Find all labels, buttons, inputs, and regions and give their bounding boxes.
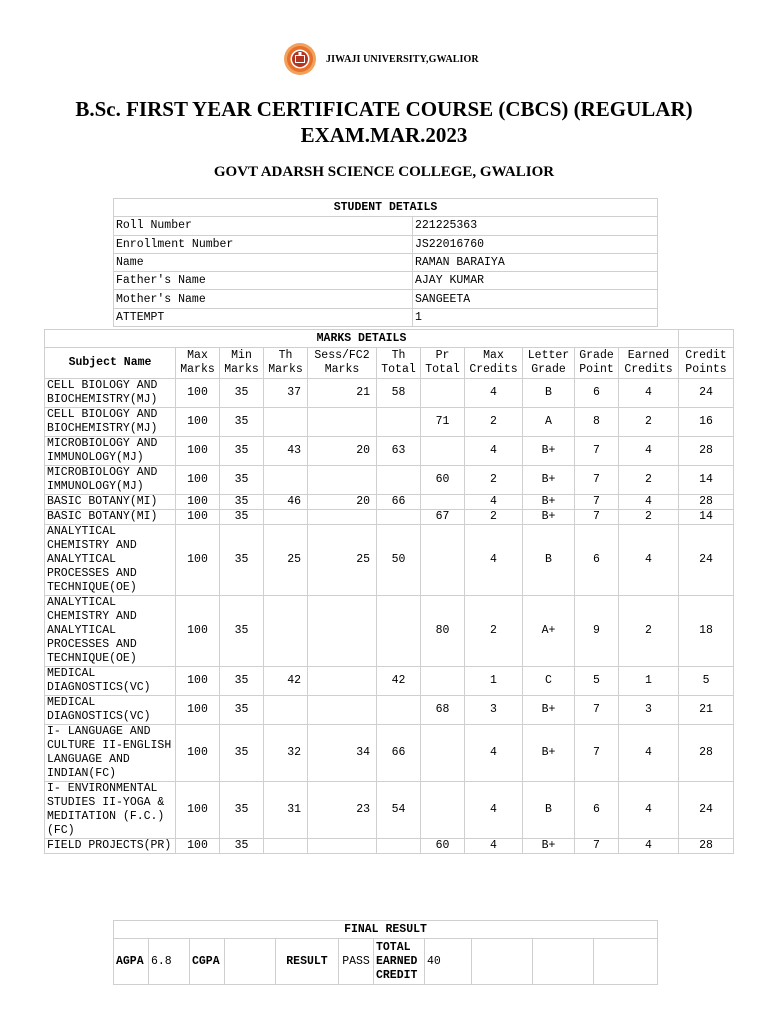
marks-cell: 2 xyxy=(619,596,679,667)
marks-details-body xyxy=(45,379,734,854)
marks-cell: 2 xyxy=(619,408,679,437)
marks-row xyxy=(45,510,734,525)
marks-row xyxy=(45,596,734,667)
marks-details-heading: MARKS DETAILS xyxy=(45,330,679,348)
marks-cell: C xyxy=(523,667,575,696)
marks-cell: 58 xyxy=(377,379,421,408)
marks-cell: 4 xyxy=(465,839,523,854)
marks-cell: 100 xyxy=(176,667,220,696)
marks-cell: A xyxy=(523,408,575,437)
marks-cell xyxy=(308,408,377,437)
subject-name: MEDICAL DIAGNOSTICS(VC) xyxy=(45,696,176,725)
marks-row xyxy=(45,525,734,596)
marks-cell: 7 xyxy=(575,696,619,725)
marks-cell xyxy=(377,510,421,525)
student-detail-row xyxy=(114,235,658,253)
marks-row xyxy=(45,379,734,408)
marks-cell xyxy=(421,725,465,782)
marks-cell: 66 xyxy=(377,725,421,782)
marks-cell: B+ xyxy=(523,495,575,510)
marks-cell: 35 xyxy=(220,379,264,408)
subject-name: ANALYTICAL CHEMISTRY AND ANALYTICAL PROCESSES AND TECHNIQUE(OE) xyxy=(45,525,176,596)
marks-cell: 34 xyxy=(308,725,377,782)
marks-cell: 6 xyxy=(575,782,619,839)
marks-cell: 63 xyxy=(377,437,421,466)
subject-name: MEDICAL DIAGNOSTICS(VC) xyxy=(45,667,176,696)
student-detail-value: RAMAN BARAIYA xyxy=(413,253,658,271)
subject-name: FIELD PROJECTS(PR) xyxy=(45,839,176,854)
marks-cell xyxy=(308,596,377,667)
marks-cell: 20 xyxy=(308,437,377,466)
subject-name: BASIC BOTANY(MI) xyxy=(45,495,176,510)
marks-cell: 23 xyxy=(308,782,377,839)
student-detail-label: Roll Number xyxy=(114,217,413,235)
marks-cell: 25 xyxy=(264,525,308,596)
marks-cell xyxy=(264,408,308,437)
marks-cell: 4 xyxy=(619,725,679,782)
marks-cell: 35 xyxy=(220,839,264,854)
marks-cell: B xyxy=(523,782,575,839)
marks-cell xyxy=(308,696,377,725)
marks-cell: 35 xyxy=(220,510,264,525)
marks-cell: 100 xyxy=(176,466,220,495)
subject-name: MICROBIOLOGY AND IMMUNOLOGY(MJ) xyxy=(45,466,176,495)
marks-cell: 100 xyxy=(176,782,220,839)
marks-cell xyxy=(264,466,308,495)
marks-details-table xyxy=(44,329,734,854)
marks-cell: 2 xyxy=(619,466,679,495)
marks-cell xyxy=(377,839,421,854)
marks-cell: 5 xyxy=(575,667,619,696)
result-label: RESULT xyxy=(276,939,339,985)
marks-column-header: Letter Grade xyxy=(523,348,575,379)
marks-cell: 4 xyxy=(465,495,523,510)
marks-cell: 80 xyxy=(421,596,465,667)
marks-column-header: Max Credits xyxy=(465,348,523,379)
marks-cell: 9 xyxy=(575,596,619,667)
marks-cell: 42 xyxy=(264,667,308,696)
marks-cell: 24 xyxy=(679,782,734,839)
marks-cell: B+ xyxy=(523,725,575,782)
marks-row xyxy=(45,495,734,510)
marks-cell: 100 xyxy=(176,408,220,437)
marks-cell: 68 xyxy=(421,696,465,725)
marks-cell: 54 xyxy=(377,782,421,839)
marks-cell: B+ xyxy=(523,466,575,495)
marks-cell xyxy=(421,437,465,466)
marks-row xyxy=(45,466,734,495)
marks-cell xyxy=(264,510,308,525)
marks-cell: 66 xyxy=(377,495,421,510)
marks-row xyxy=(45,408,734,437)
total-earned-credit-value: 40 xyxy=(425,939,472,985)
student-detail-value: 221225363 xyxy=(413,217,658,235)
marks-column-headers xyxy=(45,348,734,379)
marks-cell xyxy=(377,596,421,667)
marks-row xyxy=(45,696,734,725)
marks-cell xyxy=(377,696,421,725)
subject-name: MICROBIOLOGY AND IMMUNOLOGY(MJ) xyxy=(45,437,176,466)
marks-cell: 21 xyxy=(308,379,377,408)
marks-cell: 2 xyxy=(465,510,523,525)
marks-cell xyxy=(377,408,421,437)
marks-cell: 4 xyxy=(619,782,679,839)
result-value: PASS xyxy=(339,939,374,985)
title-line-1: B.Sc. FIRST YEAR CERTIFICATE COURSE (CBCS) (REGULAR) xyxy=(75,97,693,121)
marks-column-header: Subject Name xyxy=(45,348,176,379)
marks-cell: 28 xyxy=(679,437,734,466)
marks-cell: 4 xyxy=(465,437,523,466)
marks-cell: 16 xyxy=(679,408,734,437)
page-title xyxy=(0,96,768,148)
marks-row xyxy=(45,725,734,782)
marks-cell: 7 xyxy=(575,839,619,854)
marks-column-header: Earned Credits xyxy=(619,348,679,379)
student-details-table xyxy=(113,198,658,327)
marks-cell xyxy=(308,466,377,495)
marks-cell: 7 xyxy=(575,725,619,782)
marks-row xyxy=(45,782,734,839)
marks-cell xyxy=(421,667,465,696)
marks-row xyxy=(45,839,734,854)
marks-cell: 20 xyxy=(308,495,377,510)
marks-column-header: Pr Total xyxy=(421,348,465,379)
marks-cell: 35 xyxy=(220,495,264,510)
cgpa-label: CGPA xyxy=(190,939,225,985)
marks-cell: 2 xyxy=(619,510,679,525)
marks-cell: 4 xyxy=(465,379,523,408)
marks-cell xyxy=(421,495,465,510)
marks-cell: 100 xyxy=(176,839,220,854)
marks-cell xyxy=(308,510,377,525)
marks-cell: 32 xyxy=(264,725,308,782)
marks-cell: 60 xyxy=(421,839,465,854)
marks-column-header: Th Marks xyxy=(264,348,308,379)
marks-cell: B+ xyxy=(523,839,575,854)
marks-cell: 18 xyxy=(679,596,734,667)
marks-cell: 100 xyxy=(176,696,220,725)
marks-cell: B+ xyxy=(523,696,575,725)
marks-row xyxy=(45,437,734,466)
student-details-heading: STUDENT DETAILS xyxy=(114,199,658,217)
student-detail-row xyxy=(114,217,658,235)
marks-cell: 100 xyxy=(176,437,220,466)
marks-cell: 4 xyxy=(465,725,523,782)
marks-cell: 1 xyxy=(465,667,523,696)
final-blank-3 xyxy=(594,939,658,985)
university-seal-icon xyxy=(283,42,317,76)
marks-cell: 14 xyxy=(679,466,734,495)
marks-cell: A+ xyxy=(523,596,575,667)
marks-column-header: Min Marks xyxy=(220,348,264,379)
student-details-body xyxy=(114,217,658,327)
student-detail-row xyxy=(114,253,658,271)
marks-cell: 7 xyxy=(575,466,619,495)
marks-cell: 2 xyxy=(465,408,523,437)
marks-cell: 3 xyxy=(465,696,523,725)
marks-cell: 14 xyxy=(679,510,734,525)
student-detail-label: Enrollment Number xyxy=(114,235,413,253)
subject-name: ANALYTICAL CHEMISTRY AND ANALYTICAL PROCESSES AND TECHNIQUE(OE) xyxy=(45,596,176,667)
marks-cell: 7 xyxy=(575,437,619,466)
subject-name: CELL BIOLOGY AND BIOCHEMISTRY(MJ) xyxy=(45,408,176,437)
marks-column-header: Th Total xyxy=(377,348,421,379)
marks-cell: 4 xyxy=(619,379,679,408)
marks-cell: 35 xyxy=(220,725,264,782)
final-blank-2 xyxy=(533,939,594,985)
marks-cell: B+ xyxy=(523,510,575,525)
marks-cell xyxy=(421,379,465,408)
final-result-table xyxy=(113,920,658,985)
marks-cell: 35 xyxy=(220,408,264,437)
marks-cell: 24 xyxy=(679,525,734,596)
agpa-label: AGPA xyxy=(114,939,149,985)
marks-cell: 1 xyxy=(619,667,679,696)
marks-cell: 2 xyxy=(465,466,523,495)
marks-cell: 6 xyxy=(575,525,619,596)
student-detail-label: Father's Name xyxy=(114,272,413,290)
marks-cell: 28 xyxy=(679,725,734,782)
marks-row xyxy=(45,667,734,696)
final-blank-1 xyxy=(472,939,533,985)
marks-cell: 8 xyxy=(575,408,619,437)
marks-cell xyxy=(308,667,377,696)
marks-cell: 24 xyxy=(679,379,734,408)
marks-column-header: Credit Points xyxy=(679,348,734,379)
marks-cell: 25 xyxy=(308,525,377,596)
marks-cell: 100 xyxy=(176,725,220,782)
marks-cell: 35 xyxy=(220,667,264,696)
marks-cell: 28 xyxy=(679,839,734,854)
marks-column-header: Max Marks xyxy=(176,348,220,379)
marks-cell xyxy=(421,782,465,839)
marks-cell: 7 xyxy=(575,495,619,510)
marks-cell: 21 xyxy=(679,696,734,725)
subject-name: I- LANGUAGE AND CULTURE II-ENGLISH LANGUAGE AND INDIAN(FC) xyxy=(45,725,176,782)
student-detail-value: SANGEETA xyxy=(413,290,658,308)
marks-cell: 67 xyxy=(421,510,465,525)
subject-name: BASIC BOTANY(MI) xyxy=(45,510,176,525)
marks-cell: 100 xyxy=(176,379,220,408)
university-name: JIWAJI UNIVERSITY,GWALIOR xyxy=(326,54,479,65)
total-earned-credit-label: TOTAL EARNED CREDIT xyxy=(374,939,425,985)
student-detail-value: 1 xyxy=(413,308,658,326)
marks-cell: 100 xyxy=(176,495,220,510)
marks-cell: B+ xyxy=(523,437,575,466)
agpa-value: 6.8 xyxy=(149,939,190,985)
cgpa-value xyxy=(225,939,276,985)
marks-cell: 4 xyxy=(619,525,679,596)
marks-cell: 28 xyxy=(679,495,734,510)
marks-cell: 2 xyxy=(465,596,523,667)
marks-cell: 71 xyxy=(421,408,465,437)
final-result-heading: FINAL RESULT xyxy=(114,921,658,939)
marks-cell: 35 xyxy=(220,696,264,725)
marks-cell: 4 xyxy=(465,525,523,596)
marks-cell: 100 xyxy=(176,510,220,525)
marks-cell xyxy=(264,696,308,725)
marks-cell: 35 xyxy=(220,782,264,839)
marks-cell: 31 xyxy=(264,782,308,839)
marks-cell xyxy=(264,596,308,667)
marks-cell: 35 xyxy=(220,525,264,596)
marks-cell xyxy=(308,839,377,854)
student-detail-row xyxy=(114,308,658,326)
student-detail-label: Mother's Name xyxy=(114,290,413,308)
subject-name: I- ENVIRONMENTAL STUDIES II-YOGA & MEDITATION (F.C.)(FC) xyxy=(45,782,176,839)
marks-cell: 4 xyxy=(619,839,679,854)
student-detail-label: Name xyxy=(114,253,413,271)
marks-cell: 50 xyxy=(377,525,421,596)
marks-column-header: Sess/FC2 Marks xyxy=(308,348,377,379)
student-detail-value: AJAY KUMAR xyxy=(413,272,658,290)
marks-cell: 100 xyxy=(176,596,220,667)
marks-cell: B xyxy=(523,379,575,408)
student-detail-row xyxy=(114,272,658,290)
student-detail-row xyxy=(114,290,658,308)
marks-cell: 6 xyxy=(575,379,619,408)
marks-cell xyxy=(264,839,308,854)
student-detail-label: ATTEMPT xyxy=(114,308,413,326)
title-line-2: EXAM.MAR.2023 xyxy=(300,123,468,147)
marks-cell: 35 xyxy=(220,466,264,495)
marks-heading-blank xyxy=(679,330,734,348)
marks-cell: 46 xyxy=(264,495,308,510)
university-header xyxy=(0,42,768,80)
marks-cell: 5 xyxy=(679,667,734,696)
subject-name: CELL BIOLOGY AND BIOCHEMISTRY(MJ) xyxy=(45,379,176,408)
college-name: GOVT ADARSH SCIENCE COLLEGE, GWALIOR xyxy=(213,164,555,180)
marks-cell: 3 xyxy=(619,696,679,725)
marks-cell: 43 xyxy=(264,437,308,466)
marks-cell: 35 xyxy=(220,437,264,466)
marks-cell xyxy=(377,466,421,495)
marks-cell: 42 xyxy=(377,667,421,696)
marks-cell: 60 xyxy=(421,466,465,495)
marks-cell: 4 xyxy=(465,782,523,839)
marks-cell: B xyxy=(523,525,575,596)
marks-cell: 35 xyxy=(220,596,264,667)
student-detail-value: JS22016760 xyxy=(413,235,658,253)
marks-cell: 100 xyxy=(176,525,220,596)
marks-cell: 4 xyxy=(619,495,679,510)
marks-cell: 4 xyxy=(619,437,679,466)
marks-cell: 7 xyxy=(575,510,619,525)
marks-column-header: Grade Point xyxy=(575,348,619,379)
marks-cell xyxy=(421,525,465,596)
marks-cell: 37 xyxy=(264,379,308,408)
